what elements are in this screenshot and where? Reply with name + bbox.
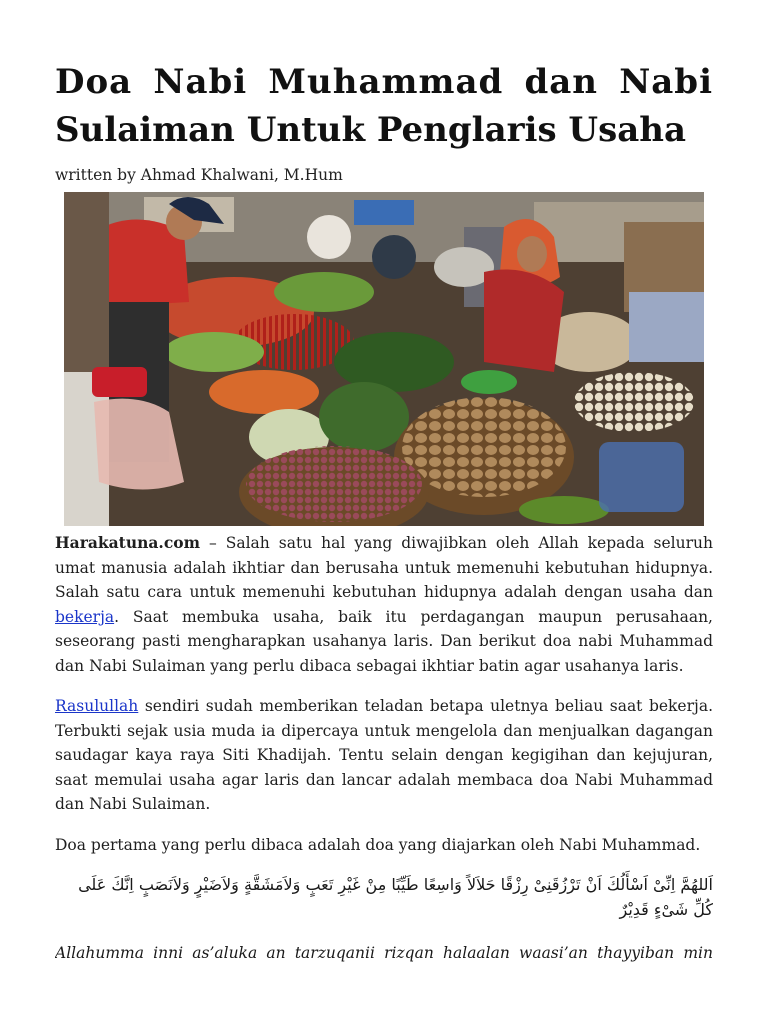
link-bekerja[interactable]: bekerja (55, 607, 115, 626)
paragraph-rasulullah-text: sendiri sudah memberikan teladan betapa uletnya beliau saat bekerja. Terbukti sejak usia muda ia dipercaya untuk mengelola dan menjualkan dagangan saudagar kaya raya Siti Khadijah. Tentu selain dengan kegigihan dan kejujuran, saat memulai usaha agar laris dan lancar adalah membaca doa Nabi Muhammad dan Nabi Sulaiman. (55, 697, 713, 813)
paragraph-intro (55, 531, 713, 678)
paragraph-intro-text-a: – Salah satu hal yang diwajibkan oleh Allah kepada seluruh umat manusia adalah ikhtiar dan berusaha untuk memenuhi kebutuhan hidupnya. Salah satu cara untuk memenuhi kebutuhan hidupnya adalah dengan usaha dan (55, 534, 713, 601)
page-title (55, 58, 713, 154)
paragraph-first-prayer: Doa pertama yang perlu dibaca adalah doa yang diajarkan oleh Nabi Muhammad. (55, 836, 701, 854)
title-line-1: Doa Nabi Muhammad dan Nabi (55, 62, 713, 102)
arabic-prayer: اَللهُمَّ اِنِّىْ اَسْأَلُكَ اَنْ تَرْزُقَنِىْ رِزْقًا حَلاَلاً وَاسِعًا طَيِّبًا مِنْ غَيْرِ تَعَبٍ وَلاَمَشَقَّةٍ وَلاَضَيْرٍ وَلاَنَصَبٍ اِنَّكَ عَلَى كُلِّ شَىْءٍ قَدِيْرٌ (78, 875, 713, 919)
source-name: Harakatuna.com (55, 533, 200, 552)
title-line-2: Sulaiman Untuk Penglaris Usaha (55, 110, 686, 150)
paragraph-rasulullah (55, 694, 713, 817)
link-rasulullah[interactable]: Rasulullah (55, 697, 139, 715)
market-photo (64, 192, 704, 526)
paragraph-intro-text-b: . Saat membuka usaha, baik itu perdagangan maupun perusahaan, seseorang pasti mengharapkan usahanya laris. Dan berikut doa nabi Muhammad dan Nabi Sulaiman yang perlu dibaca sebagai ikhtiar batin agar usahanya laris. (55, 607, 713, 675)
byline: written by Ahmad Khalwani, M.Hum (55, 166, 343, 184)
prayer-transliteration: Allahumma inni as’aluka an tarzuqanii rizqan halaalan waasi’an thayyiban min (55, 944, 713, 962)
